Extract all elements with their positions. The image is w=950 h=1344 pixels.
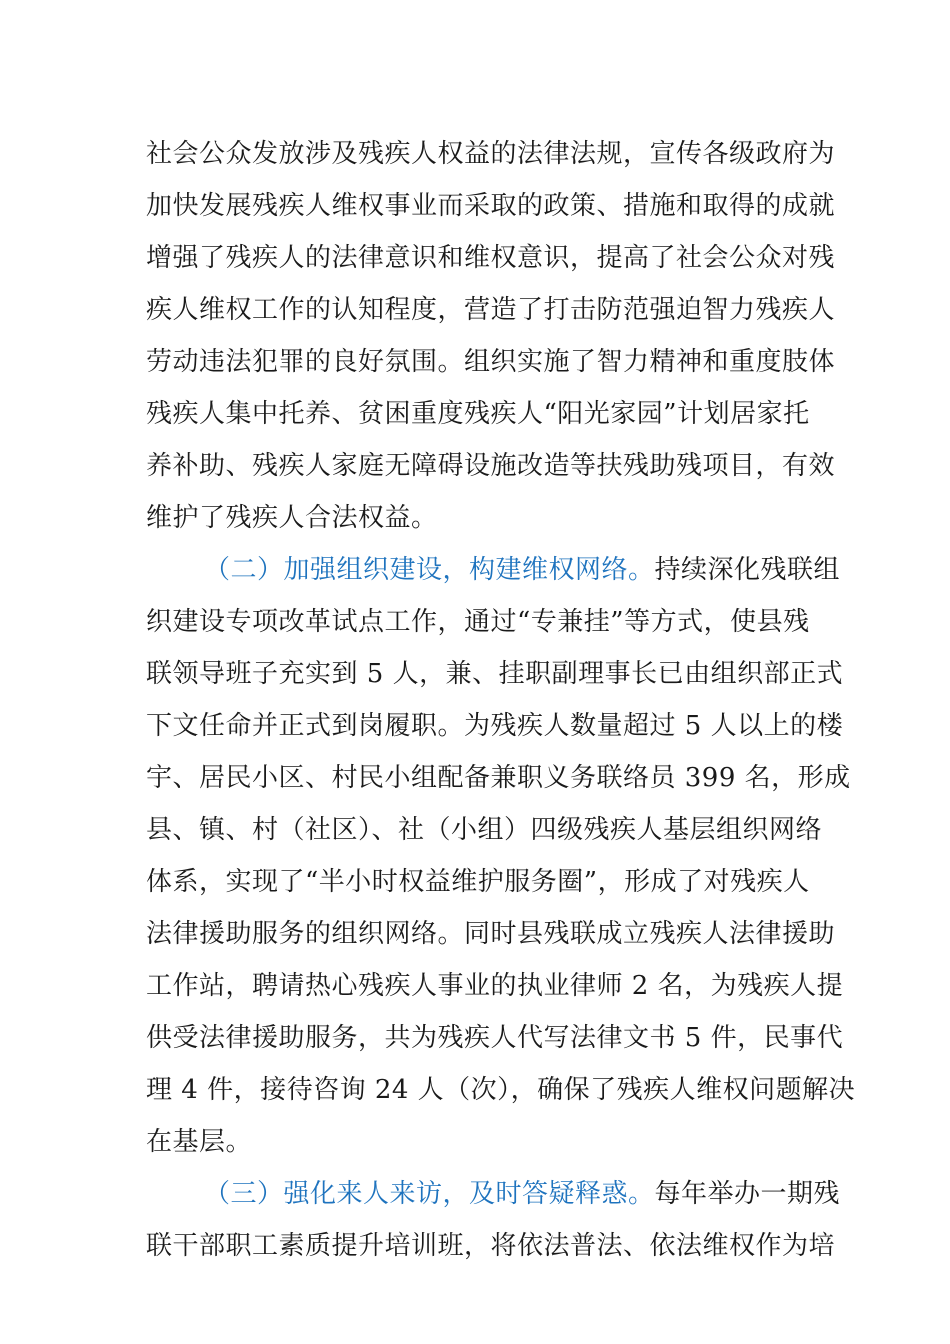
document-body bbox=[146, 128, 856, 1272]
section-heading: （三）强化来人来访，及时答疑释惑。 bbox=[204, 1179, 655, 1209]
text-line: 在基层。 bbox=[146, 1127, 253, 1157]
text-line: 县、镇、村（社区）、社（小组）四级残疾人基层组织网络 bbox=[146, 815, 823, 845]
text-line: 体系，实现了“半小时权益维护服务圈”，形成了对残疾人 bbox=[146, 867, 810, 897]
paragraph-first-line bbox=[146, 544, 841, 596]
text-line: 联领导班子充实到 5 人，兼、挂职副理事长已由组织部正式 bbox=[146, 659, 844, 689]
text-line: 工作站，聘请热心残疾人事业的执业律师 2 名，为残疾人提 bbox=[146, 971, 844, 1001]
text-line: 供受法律援助服务，共为残疾人代写法律文书 5 件，民事代 bbox=[146, 1023, 844, 1053]
section-heading: （二）加强组织建设，构建维权网络。 bbox=[204, 555, 655, 585]
text-line: 下文任命并正式到岗履职。为残疾人数量超过 5 人以上的楼 bbox=[146, 711, 844, 741]
paragraph-indent bbox=[146, 544, 204, 596]
text-segment: 持续深化残联组 bbox=[654, 555, 841, 585]
text-line: 织建设专项改革试点工作，通过“专兼挂”等方式，使县残 bbox=[146, 607, 810, 637]
text-line: 加快发展残疾人维权事业而采取的政策、措施和取得的成就 bbox=[146, 191, 836, 221]
text-line: 残疾人集中托养、贫困重度残疾人“阳光家园”计划居家托 bbox=[146, 399, 810, 429]
text-line: 增强了残疾人的法律意识和维权意识，提高了社会公众对残 bbox=[146, 243, 836, 273]
paragraph-indent bbox=[146, 1168, 204, 1220]
text-line: 劳动违法犯罪的良好氛围。组织实施了智力精神和重度肢体 bbox=[146, 347, 836, 377]
text-line: 社会公众发放涉及残疾人权益的法律法规，宣传各级政府为 bbox=[146, 139, 836, 169]
text-line: 疾人维权工作的认知程度，营造了打击防范强迫智力残疾人 bbox=[146, 295, 836, 325]
text-line: 宇、居民小区、村民小组配备兼职义务联络员 399 名，形成 bbox=[146, 763, 851, 793]
text-line: 维护了残疾人合法权益。 bbox=[146, 503, 438, 533]
text-line: 养补助、残疾人家庭无障碍设施改造等扶残助残项目，有效 bbox=[146, 451, 836, 481]
paragraph-2 bbox=[146, 544, 856, 1168]
paragraph-3 bbox=[146, 1168, 841, 1272]
text-segment: 每年举办一期残 bbox=[654, 1179, 841, 1209]
paragraph-1 bbox=[146, 128, 836, 544]
paragraph-first-line bbox=[146, 1168, 841, 1220]
text-line: 联干部职工素质提升培训班，将依法普法、依法维权作为培 bbox=[146, 1231, 836, 1261]
text-line: 理 4 件，接待咨询 24 人（次），确保了残疾人维权问题解决 bbox=[146, 1075, 856, 1105]
text-line: 法律援助服务的组织网络。同时县残联成立残疾人法律援助 bbox=[146, 919, 836, 949]
